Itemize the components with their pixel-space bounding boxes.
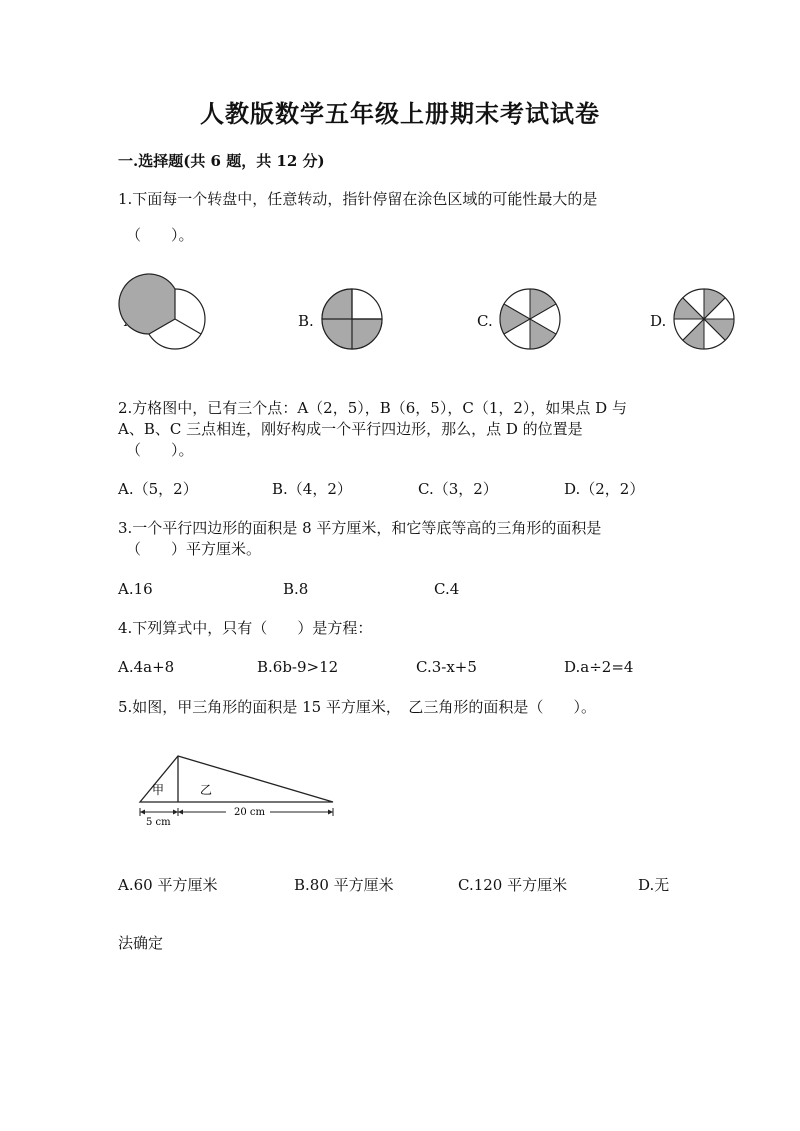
q5-option-d-wrap: 法确定 bbox=[118, 934, 164, 952]
q5-option-c: C.120 平方厘米 bbox=[458, 876, 568, 894]
section-heading: 一.选择题(共 6 题，共 12 分) bbox=[118, 152, 325, 170]
label-jia: 甲 bbox=[152, 783, 165, 797]
spinner-d bbox=[673, 288, 735, 350]
q4-stem: 4.下列算式中，只有（ ）是方程： bbox=[118, 619, 373, 637]
q5-option-d: D.无 bbox=[638, 876, 670, 894]
q4-option-b: B.6b-9>12 bbox=[257, 658, 339, 676]
q5-stem: 5.如图，甲三角形的面积是 15 平方厘米， 乙三角形的面积是（ ）。 bbox=[118, 698, 596, 716]
label-yi: 乙 bbox=[200, 783, 213, 797]
q1-option-b-label: B. bbox=[298, 312, 314, 330]
spinner-c bbox=[499, 288, 561, 350]
spinner-a bbox=[144, 288, 206, 350]
q2-stem-line2: A、B、C 三点相连，刚好构成一个平行四边形，那么，点 D 的位置是 bbox=[118, 420, 583, 438]
q3-option-a: A.16 bbox=[118, 580, 153, 598]
q2-stem-line1: 2.方格图中，已有三个点：A（2，5），B（6，5），C（1，2），如果点 D 与 bbox=[118, 399, 627, 417]
q2-option-c: C.（3，2） bbox=[418, 480, 498, 498]
q2-option-d: D.（2，2） bbox=[564, 480, 645, 498]
page-title: 人教版数学五年级上册期末考试试卷 bbox=[200, 99, 600, 128]
dimension-5cm: 5 cm bbox=[146, 817, 171, 828]
q1-option-c-label: C. bbox=[477, 312, 493, 330]
q1-stem: 1.下面每一个转盘中，任意转动，指针停留在涂色区域的可能性最大的是 bbox=[118, 190, 598, 208]
triangle-figure bbox=[130, 748, 345, 833]
q1-blank: （ ）。 bbox=[126, 226, 194, 244]
q4-option-a: A.4a+8 bbox=[118, 658, 175, 676]
q3-option-c: C.4 bbox=[434, 580, 460, 598]
q1-option-d-label: D. bbox=[650, 312, 667, 330]
q3-option-b: B.8 bbox=[283, 580, 309, 598]
dimension-20cm: 20 cm bbox=[234, 807, 265, 818]
q2-option-b: B.（4，2） bbox=[272, 480, 352, 498]
q2-stem-line3: （ ）。 bbox=[126, 441, 194, 459]
q4-option-c: C.3-x+5 bbox=[416, 658, 477, 676]
q5-option-a: A.60 平方厘米 bbox=[118, 876, 218, 894]
q3-stem-line1: 3.一个平行四边形的面积是 8 平方厘米，和它等底等高的三角形的面积是 bbox=[118, 519, 602, 537]
q5-option-b: B.80 平方厘米 bbox=[294, 876, 394, 894]
spinner-b bbox=[321, 288, 383, 350]
q2-option-a: A.（5，2） bbox=[118, 480, 198, 498]
q3-stem-line2: （ ）平方厘米。 bbox=[126, 540, 262, 558]
q4-option-d: D.a÷2=4 bbox=[564, 658, 634, 676]
